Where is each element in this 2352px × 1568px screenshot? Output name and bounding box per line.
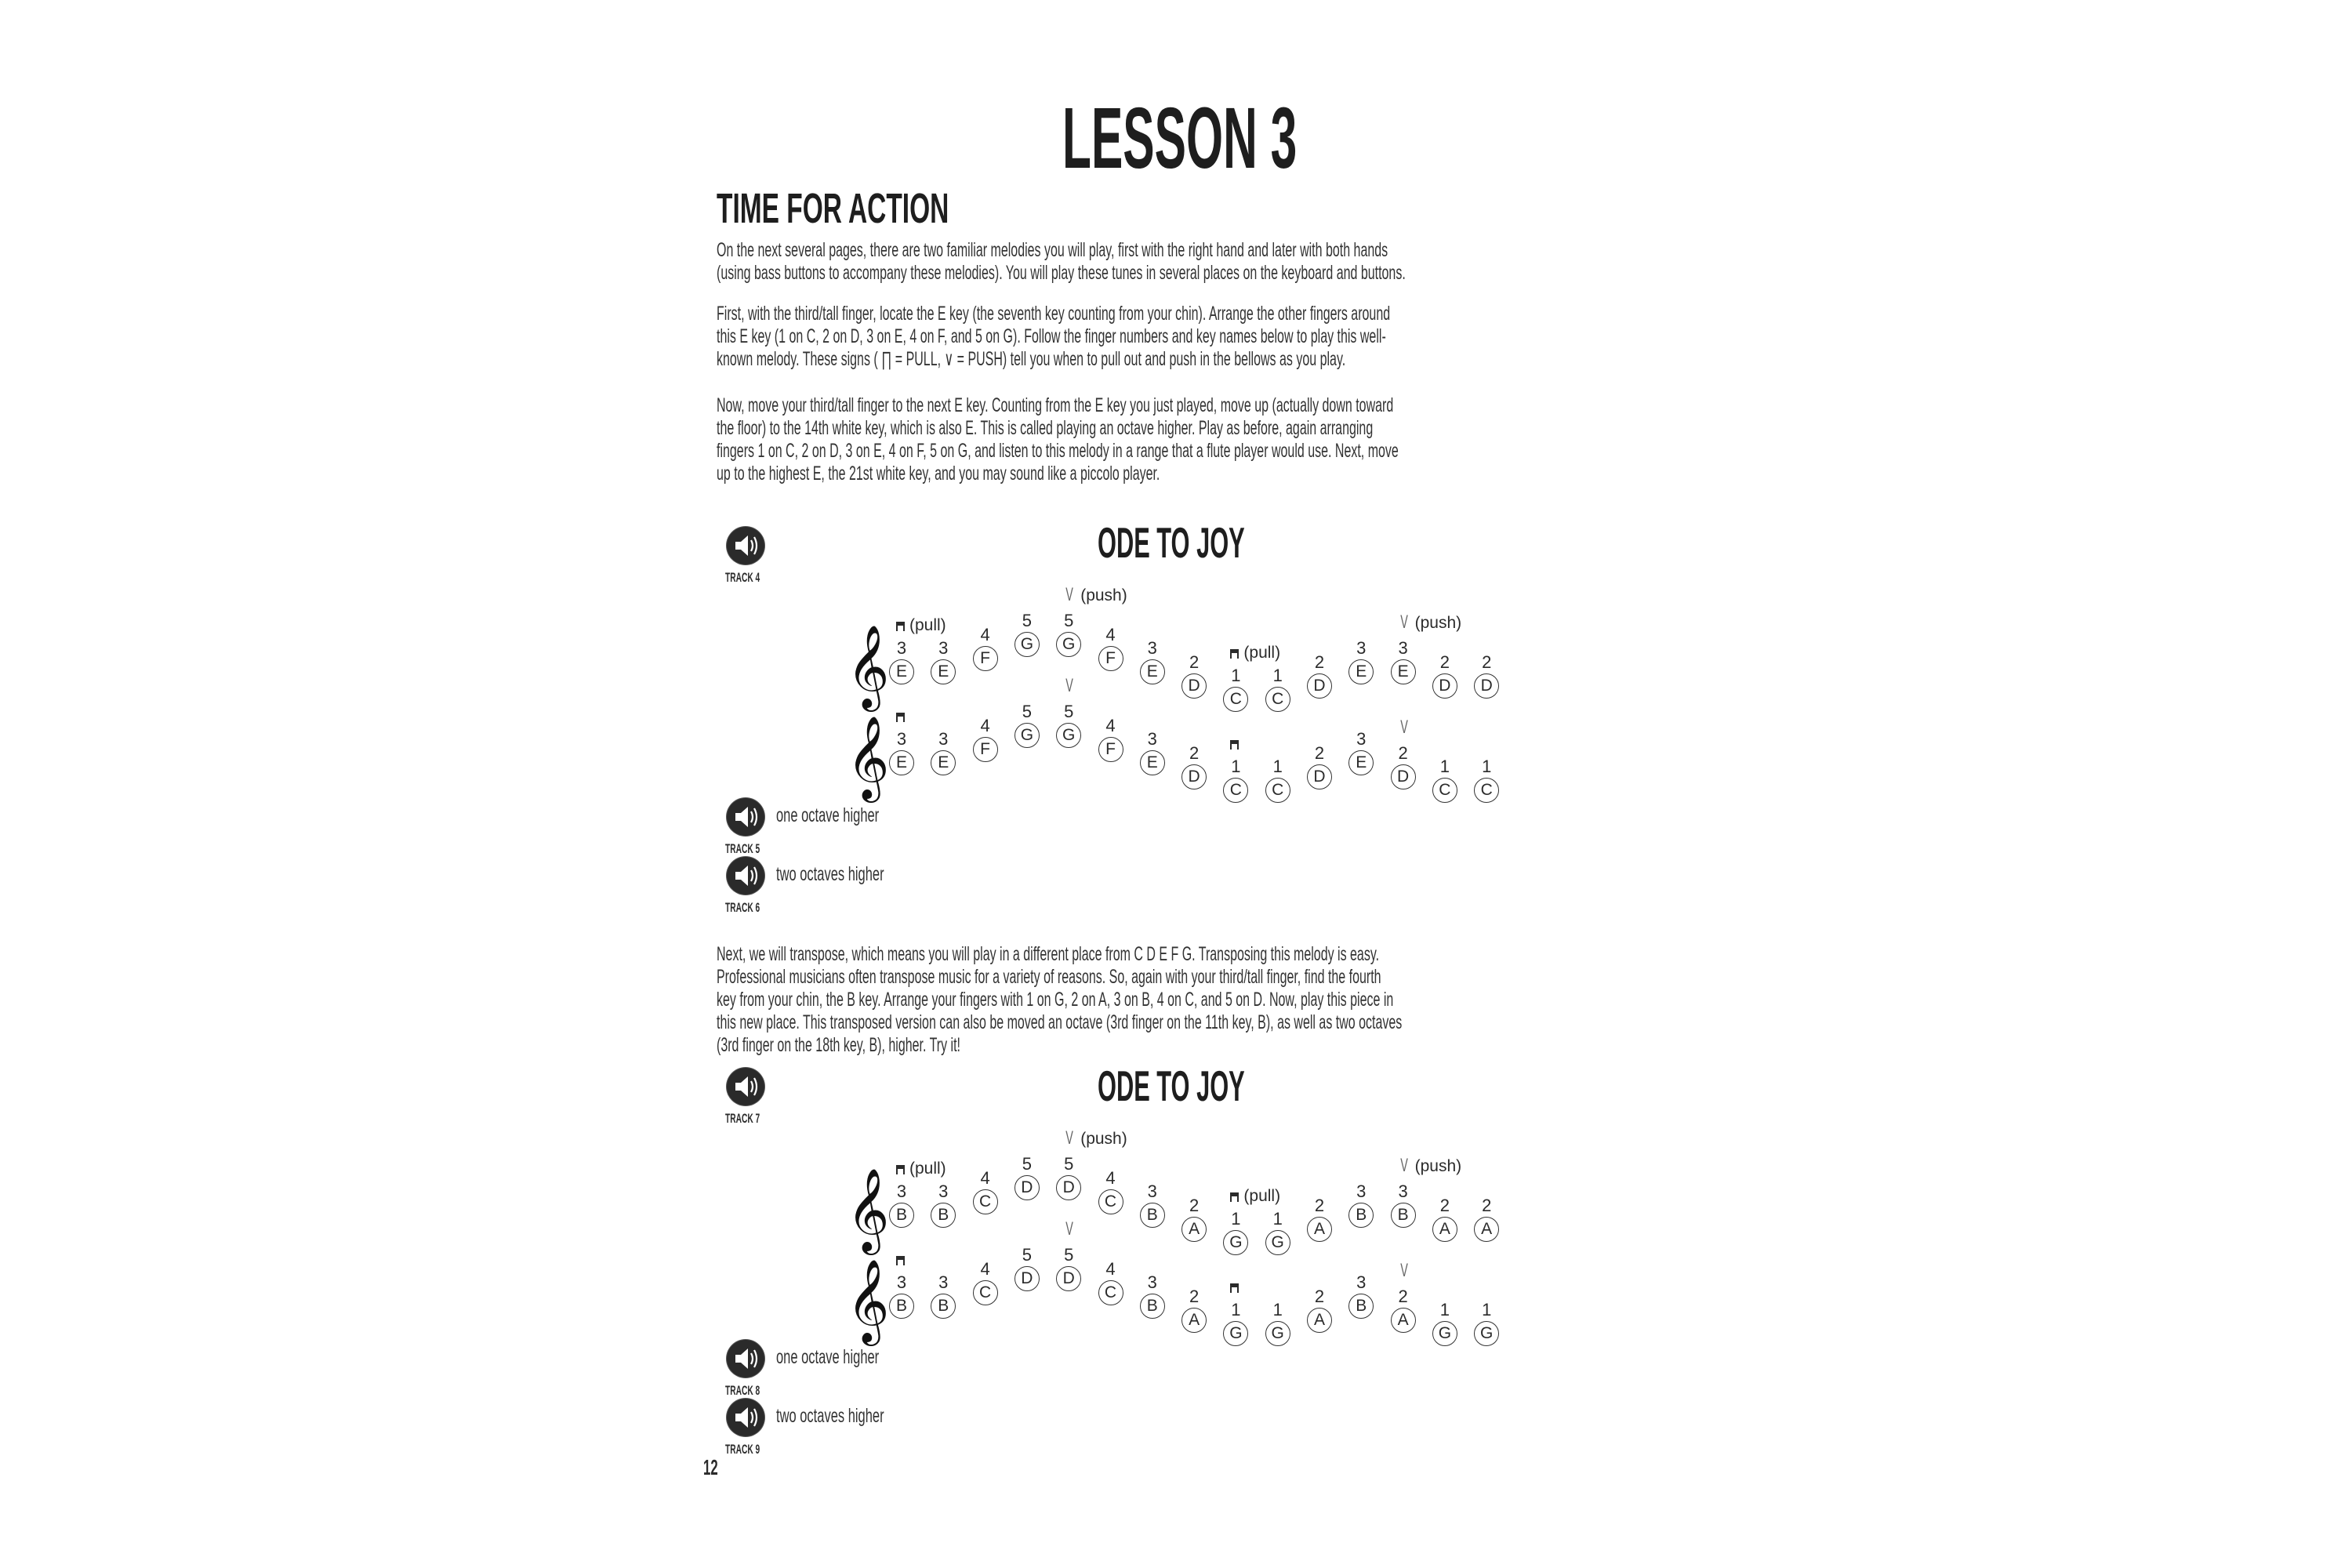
song-title [1098, 519, 1360, 566]
note-circle: D [1181, 673, 1207, 699]
note-circle: F [973, 737, 998, 762]
song-title-text: ODE TO JOY [1098, 518, 1245, 567]
note-circle: D [1391, 764, 1416, 789]
finger-number: 4 [980, 715, 990, 735]
note-circle: G [1223, 1230, 1248, 1255]
note-circle: A [1432, 1217, 1457, 1242]
note-circle: E [1348, 659, 1374, 684]
finger-number: 1 [1272, 666, 1283, 685]
note-circle: D [1181, 764, 1207, 789]
finger-number: 3 [938, 729, 949, 749]
treble-clef-icon: 𝄞 [847, 1167, 890, 1251]
finger-number: 4 [980, 624, 990, 644]
speaker-glyph [727, 1340, 764, 1377]
note-circle: E [889, 750, 914, 775]
note-circle: F [1098, 737, 1123, 762]
finger-number: 2 [1314, 652, 1325, 672]
note-circle: C [1474, 778, 1499, 803]
text-line: Next, we will transpose, which means you will play in a different place from C D E F G. Transposing this melody is easy. [717, 943, 1380, 965]
speaker-icon[interactable] [727, 857, 764, 895]
finger-number: 4 [1105, 1258, 1116, 1279]
push-sign [1398, 716, 1415, 738]
text-line: key from your chin, the B key. Arrange your fingers with 1 on G, 2 on A, 3 on B, 4 on C, and 5 on D. Now, play this piece in [717, 989, 1394, 1011]
lesson-title-text: LESSON 3 [1062, 90, 1298, 187]
finger-number: 5 [1022, 611, 1033, 630]
note-circle: A [1181, 1308, 1207, 1333]
lesson-title [1062, 90, 1489, 187]
speaker-icon[interactable] [727, 1399, 764, 1436]
text-line: the floor) to the 14th white key, which is also E. This is called playing an octave higher. Play as before, again arranging [717, 417, 1374, 439]
finger-number: 3 [896, 1272, 907, 1292]
note-circle: G [1014, 723, 1040, 748]
finger-number: 2 [1189, 1195, 1200, 1215]
speaker-glyph [727, 1399, 764, 1436]
note-circle: D [1014, 1175, 1040, 1200]
pull-icon [1230, 1283, 1239, 1293]
finger-number: 3 [1356, 1272, 1367, 1292]
note-circle: C [973, 1189, 998, 1214]
finger-number: 5 [1064, 611, 1074, 630]
finger-number: 3 [1356, 1181, 1367, 1201]
push-sign [1398, 1157, 1462, 1175]
push-icon: V [1399, 716, 1408, 738]
finger-number: 3 [938, 1181, 949, 1201]
text-line: (3rd finger on the 18th key, B), higher. Try it! [717, 1034, 960, 1056]
pull-sign [896, 1251, 909, 1269]
speaker-icon[interactable] [727, 798, 764, 836]
note-circle: E [931, 750, 956, 775]
finger-number: 2 [1314, 1195, 1325, 1215]
note-circle: D [1014, 1266, 1040, 1291]
finger-number: 4 [1105, 715, 1116, 735]
finger-number: 3 [938, 638, 949, 658]
text-line: Professional musicians often transpose music for a variety of reasons. So, again with your third/tall finger, find the fourth [717, 966, 1381, 988]
push-sign [1398, 614, 1462, 632]
track-9-description: two octaves higher [776, 1405, 884, 1427]
text-line: up to the highest E, the 21st white key, and you may sound like a piccolo player. [717, 463, 1160, 485]
note-circle: B [1391, 1203, 1416, 1228]
text-line: First, with the third/tall finger, locate the E key (the seventh key counting from your chin). Arrange the other fingers around [717, 303, 1391, 325]
text-line: On the next several pages, there are two familiar melodies you will play, first with the right hand and later with both hands [717, 239, 1388, 261]
finger-number: 2 [1398, 742, 1408, 763]
bellows-label: (push) [1414, 1157, 1462, 1175]
finger-number: 4 [1105, 1167, 1116, 1188]
text-line: fingers 1 on C, 2 on D, 3 on E, 4 on F, 5 on G, and listen to this melody in a range that a flute player would use. Next, move [717, 440, 1399, 462]
finger-number: 2 [1189, 1286, 1200, 1306]
pull-sign [1230, 1188, 1280, 1205]
note-circle: A [1181, 1217, 1207, 1242]
text-line: Now, move your third/tall finger to the next E key. Counting from the E key you just played, move up (actually down toward [717, 394, 1394, 416]
finger-number: 2 [1314, 1286, 1325, 1306]
note-circle: C [1223, 778, 1248, 803]
finger-number: 2 [1398, 1286, 1408, 1306]
finger-number: 1 [1231, 1300, 1241, 1319]
note-circle: G [1223, 1321, 1248, 1346]
bellows-label: (push) [1414, 614, 1462, 632]
bellows-label: (pull) [909, 1160, 946, 1178]
push-icon: V [1399, 1155, 1408, 1176]
text-line: known melody. These signs ( ∏ = PULL, ∨ = PUSH) tell you when to pull out and push in the bellows as you play. [717, 348, 1346, 370]
octave-paragraph [717, 394, 2206, 485]
finger-number: 4 [1105, 624, 1116, 644]
track-label: TRACK 4 [725, 570, 760, 585]
push-sign [1063, 1218, 1080, 1240]
note-circle: A [1307, 1217, 1332, 1242]
finger-number: 4 [980, 1167, 990, 1188]
finger-number: 1 [1439, 757, 1450, 776]
note-circle: D [1307, 673, 1332, 699]
note-circle: E [1391, 659, 1416, 684]
push-sign [1398, 1259, 1415, 1281]
track-label: TRACK 8 [725, 1383, 760, 1398]
note-circle: D [1307, 764, 1332, 789]
note-circle: E [1140, 659, 1165, 684]
push-icon: V [1065, 584, 1073, 605]
finger-number: 1 [1231, 757, 1241, 776]
pull-sign [1230, 1279, 1243, 1296]
pull-icon [1230, 740, 1239, 750]
note-circle: C [973, 1280, 998, 1305]
finger-number: 5 [1022, 1245, 1033, 1265]
bellows-label: (pull) [1243, 644, 1281, 662]
finger-number: 5 [1064, 1154, 1074, 1174]
finger-number: 5 [1064, 1245, 1074, 1265]
note-circle: F [1098, 646, 1123, 671]
note-circle: A [1474, 1217, 1499, 1242]
finger-number: 4 [980, 1258, 990, 1279]
finger-number: 3 [896, 638, 907, 658]
page-number [703, 1456, 728, 1479]
pull-icon [1230, 649, 1239, 659]
finger-number: 1 [1272, 1209, 1283, 1229]
note-circle: G [1056, 632, 1081, 657]
finger-number: 3 [896, 1181, 907, 1201]
note-circle: E [1140, 750, 1165, 775]
note-circle: G [1432, 1321, 1457, 1346]
pull-icon [896, 1165, 905, 1174]
section-heading [717, 185, 1091, 232]
track-8-description: one octave higher [776, 1346, 880, 1368]
note-circle: B [1140, 1203, 1165, 1228]
track-5-description: one octave higher [776, 804, 880, 826]
note-circle: B [1140, 1294, 1165, 1319]
speaker-glyph [727, 798, 764, 836]
finger-number: 2 [1189, 742, 1200, 763]
push-icon: V [1065, 1218, 1073, 1240]
finger-number: 1 [1482, 757, 1492, 776]
pull-sign [896, 708, 909, 725]
finger-number: 1 [1231, 666, 1241, 685]
bellows-label: (pull) [1243, 1187, 1281, 1205]
speaker-glyph [727, 1068, 764, 1105]
push-icon: V [1065, 675, 1073, 696]
finger-number: 5 [1022, 702, 1033, 721]
push-sign [1063, 677, 1080, 695]
note-circle: F [973, 646, 998, 671]
note-circle: E [1348, 750, 1374, 775]
finger-number: 2 [1314, 742, 1325, 763]
finger-number: 3 [1147, 1181, 1157, 1201]
finger-number: 3 [896, 729, 907, 749]
note-circle: G [1265, 1230, 1290, 1255]
note-circle: E [931, 659, 956, 684]
intro-paragraph [717, 239, 2206, 285]
finger-number: 5 [1064, 702, 1074, 721]
finger-number: 1 [1272, 1300, 1283, 1319]
track-label: TRACK 7 [725, 1111, 760, 1126]
treble-clef-icon: 𝄞 [847, 715, 890, 799]
push-sign [1063, 586, 1127, 604]
pull-sign [896, 1160, 946, 1178]
finger-number: 1 [1272, 757, 1283, 776]
finger-number: 1 [1231, 1209, 1241, 1229]
finger-number: 2 [1189, 652, 1200, 672]
finger-number: 3 [1147, 1272, 1157, 1292]
note-circle: A [1391, 1308, 1416, 1333]
track-label: TRACK 6 [725, 900, 760, 915]
finger-number: 2 [1439, 1195, 1450, 1215]
note-circle: B [931, 1203, 956, 1228]
note-circle: C [1098, 1189, 1123, 1214]
pull-icon [896, 622, 905, 631]
note-circle: B [1348, 1203, 1374, 1228]
push-icon: V [1065, 1127, 1073, 1149]
note-circle: G [1474, 1321, 1499, 1346]
track-6-description: two octaves higher [776, 863, 884, 885]
speaker-glyph [727, 857, 764, 895]
push-sign [1063, 1127, 1127, 1149]
track-label: TRACK 9 [725, 1442, 760, 1457]
treble-clef-icon: 𝄞 [847, 1258, 890, 1342]
finger-number: 3 [1356, 638, 1367, 658]
text-line: (using bass buttons to accompany these melodies). You will play these tunes in several places on the keyboard and buttons. [717, 262, 1406, 284]
bellows-label: (push) [1080, 1130, 1127, 1148]
song-title [1098, 1062, 1360, 1109]
finger-number: 3 [938, 1272, 949, 1292]
finger-number: 1 [1439, 1300, 1450, 1319]
note-circle: D [1056, 1175, 1081, 1200]
pull-icon [896, 1256, 905, 1265]
note-circle: B [889, 1203, 914, 1228]
note-circle: B [1348, 1294, 1374, 1319]
note-circle: C [1432, 778, 1457, 803]
note-circle: G [1265, 1321, 1290, 1346]
note-circle: G [1014, 632, 1040, 657]
treble-clef-icon: 𝄞 [847, 624, 890, 708]
finger-number: 3 [1398, 638, 1408, 658]
finger-number: 2 [1482, 652, 1492, 672]
note-circle: B [931, 1294, 956, 1319]
finger-number: 1 [1482, 1300, 1492, 1319]
pull-icon [1230, 1192, 1239, 1202]
text-line: this new place. This transposed version can also be moved an octave (3rd finger on the 11th key, B), as well as two octaves [717, 1011, 1403, 1033]
note-circle: C [1265, 778, 1290, 803]
instructions-paragraph [717, 303, 2206, 371]
finger-number: 3 [1147, 638, 1157, 658]
finger-number: 2 [1482, 1195, 1492, 1215]
pull-sign [1230, 644, 1280, 662]
transpose-paragraph [717, 943, 2206, 1057]
bellows-label: (push) [1080, 586, 1127, 604]
speaker-glyph [727, 527, 764, 564]
pull-icon [896, 713, 905, 722]
note-circle: E [889, 659, 914, 684]
section-heading-text: TIME FOR ACTION [717, 185, 949, 232]
text-line: this E key (1 on C, 2 on D, 3 on E, 4 on F, and 5 on G). Follow the finger numbers and key names below to play this well- [717, 325, 1386, 347]
finger-number: 3 [1398, 1181, 1408, 1201]
note-circle: D [1474, 673, 1499, 699]
speaker-icon[interactable] [727, 1340, 764, 1377]
pull-sign [896, 617, 946, 634]
note-circle: D [1432, 673, 1457, 699]
pull-sign [1230, 735, 1243, 753]
finger-number: 2 [1439, 652, 1450, 672]
push-icon: V [1399, 1259, 1408, 1281]
note-circle: G [1056, 723, 1081, 748]
push-icon: V [1399, 612, 1408, 633]
finger-number: 5 [1022, 1154, 1033, 1174]
page-number-text: 12 [703, 1455, 718, 1479]
speaker-icon[interactable] [727, 527, 764, 564]
bellows-label: (pull) [909, 616, 946, 634]
song-title-text: ODE TO JOY [1098, 1062, 1245, 1110]
speaker-icon[interactable] [727, 1068, 764, 1105]
note-circle: A [1307, 1308, 1332, 1333]
note-circle: C [1265, 687, 1290, 712]
note-circle: D [1056, 1266, 1081, 1291]
finger-number: 3 [1356, 729, 1367, 749]
note-circle: C [1223, 687, 1248, 712]
note-circle: C [1098, 1280, 1123, 1305]
note-circle: B [889, 1294, 914, 1319]
finger-number: 3 [1147, 729, 1157, 749]
track-label: TRACK 5 [725, 841, 760, 856]
